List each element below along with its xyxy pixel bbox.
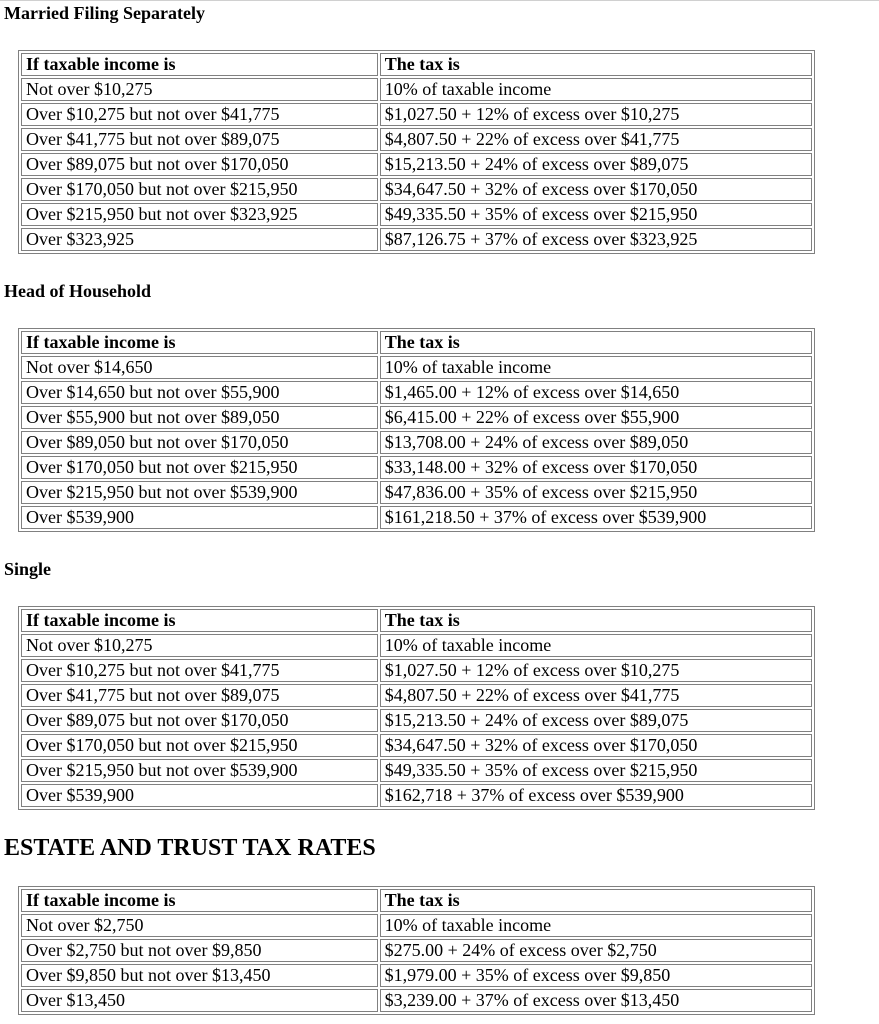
income-cell: Over $215,950 but not over $323,925 (21, 203, 378, 226)
top-divider (0, 0, 879, 1)
income-cell: Over $2,750 but not over $9,850 (21, 939, 378, 962)
tax-cell: $1,027.50 + 12% of excess over $10,275 (380, 659, 812, 682)
tax-cell: $4,807.50 + 22% of excess over $41,775 (380, 128, 812, 151)
section-title-single: Single (4, 559, 52, 579)
tax-cell: $162,718 + 37% of excess over $539,900 (380, 784, 812, 807)
tax-table-single (18, 606, 815, 810)
income-cell: Over $41,775 but not over $89,075 (21, 684, 378, 707)
income-cell: Over $89,075 but not over $170,050 (21, 153, 378, 176)
table-row (21, 709, 812, 732)
table-row (21, 914, 812, 937)
tax-cell: $49,335.50 + 35% of excess over $215,950 (380, 203, 812, 226)
tax-cell: $15,213.50 + 24% of excess over $89,075 (380, 153, 812, 176)
income-cell: Over $539,900 (21, 784, 378, 807)
income-cell: Over $9,850 but not over $13,450 (21, 964, 378, 987)
table-row (21, 203, 812, 226)
income-cell: Over $170,050 but not over $215,950 (21, 178, 378, 201)
table-row (21, 406, 812, 429)
table-header-row (21, 331, 812, 354)
income-cell: Over $215,950 but not over $539,900 (21, 481, 378, 504)
tax-cell: $3,239.00 + 37% of excess over $13,450 (380, 989, 812, 1012)
income-cell: Over $323,925 (21, 228, 378, 251)
tax-cell: $49,335.50 + 35% of excess over $215,950 (380, 759, 812, 782)
column-header-tax: The tax is (380, 53, 812, 76)
section-title-married-filing-separately: Married Filing Separately (4, 3, 205, 23)
income-cell: Over $14,650 but not over $55,900 (21, 381, 378, 404)
column-header-tax: The tax is (380, 331, 812, 354)
income-cell: Not over $10,275 (21, 634, 378, 657)
tax-table-married-filing-separately (18, 50, 815, 254)
tax-cell: $6,415.00 + 22% of excess over $55,900 (380, 406, 812, 429)
income-cell: Over $13,450 (21, 989, 378, 1012)
table-row (21, 228, 812, 251)
income-cell: Not over $2,750 (21, 914, 378, 937)
table-row (21, 431, 812, 454)
table-row (21, 506, 812, 529)
income-cell: Over $215,950 but not over $539,900 (21, 759, 378, 782)
income-cell: Not over $14,650 (21, 356, 378, 379)
table-row (21, 659, 812, 682)
table-header-row (21, 889, 812, 912)
income-cell: Over $41,775 but not over $89,075 (21, 128, 378, 151)
income-cell: Not over $10,275 (21, 78, 378, 101)
table-header-row (21, 609, 812, 632)
table-row (21, 939, 812, 962)
column-header-income: If taxable income is (21, 889, 378, 912)
tax-cell: $33,148.00 + 32% of excess over $170,050 (380, 456, 812, 479)
table-row (21, 684, 812, 707)
table-row (21, 456, 812, 479)
tax-cell: $34,647.50 + 32% of excess over $170,050 (380, 178, 812, 201)
tax-cell: $1,465.00 + 12% of excess over $14,650 (380, 381, 812, 404)
tax-cell: $161,218.50 + 37% of excess over $539,900 (380, 506, 812, 529)
tax-cell: $87,126.75 + 37% of excess over $323,925 (380, 228, 812, 251)
table-row (21, 78, 812, 101)
table-row (21, 634, 812, 657)
table-row (21, 356, 812, 379)
tax-cell: $47,836.00 + 35% of excess over $215,950 (380, 481, 812, 504)
income-cell: Over $89,075 but not over $170,050 (21, 709, 378, 732)
table-row (21, 128, 812, 151)
table-header-row (21, 53, 812, 76)
tax-cell: $34,647.50 + 32% of excess over $170,050 (380, 734, 812, 757)
income-cell: Over $55,900 but not over $89,050 (21, 406, 378, 429)
estate-trust-heading: ESTATE AND TRUST TAX RATES (4, 835, 376, 861)
table-row (21, 481, 812, 504)
tax-cell: $4,807.50 + 22% of excess over $41,775 (380, 684, 812, 707)
column-header-tax: The tax is (380, 889, 812, 912)
income-cell: Over $539,900 (21, 506, 378, 529)
table-row (21, 964, 812, 987)
table-row (21, 103, 812, 126)
column-header-income: If taxable income is (21, 331, 378, 354)
tax-cell: 10% of taxable income (380, 634, 812, 657)
tax-cell: 10% of taxable income (380, 914, 812, 937)
table-row (21, 734, 812, 757)
income-cell: Over $10,275 but not over $41,775 (21, 103, 378, 126)
table-row (21, 178, 812, 201)
tax-cell: $275.00 + 24% of excess over $2,750 (380, 939, 812, 962)
income-cell: Over $10,275 but not over $41,775 (21, 659, 378, 682)
tax-cell: $1,027.50 + 12% of excess over $10,275 (380, 103, 812, 126)
table-row (21, 381, 812, 404)
column-header-income: If taxable income is (21, 53, 378, 76)
income-cell: Over $170,050 but not over $215,950 (21, 734, 378, 757)
column-header-tax: The tax is (380, 609, 812, 632)
income-cell: Over $89,050 but not over $170,050 (21, 431, 378, 454)
tax-cell: $1,979.00 + 35% of excess over $9,850 (380, 964, 812, 987)
income-cell: Over $170,050 but not over $215,950 (21, 456, 378, 479)
table-row (21, 989, 812, 1012)
tax-cell: $13,708.00 + 24% of excess over $89,050 (380, 431, 812, 454)
tax-cell: 10% of taxable income (380, 356, 812, 379)
table-row (21, 784, 812, 807)
table-row (21, 153, 812, 176)
tax-cell: 10% of taxable income (380, 78, 812, 101)
tax-table-estate-trust (18, 886, 815, 1015)
column-header-income: If taxable income is (21, 609, 378, 632)
tax-cell: $15,213.50 + 24% of excess over $89,075 (380, 709, 812, 732)
table-row (21, 759, 812, 782)
section-title-head-of-household: Head of Household (4, 281, 152, 301)
tax-table-head-of-household (18, 328, 815, 532)
